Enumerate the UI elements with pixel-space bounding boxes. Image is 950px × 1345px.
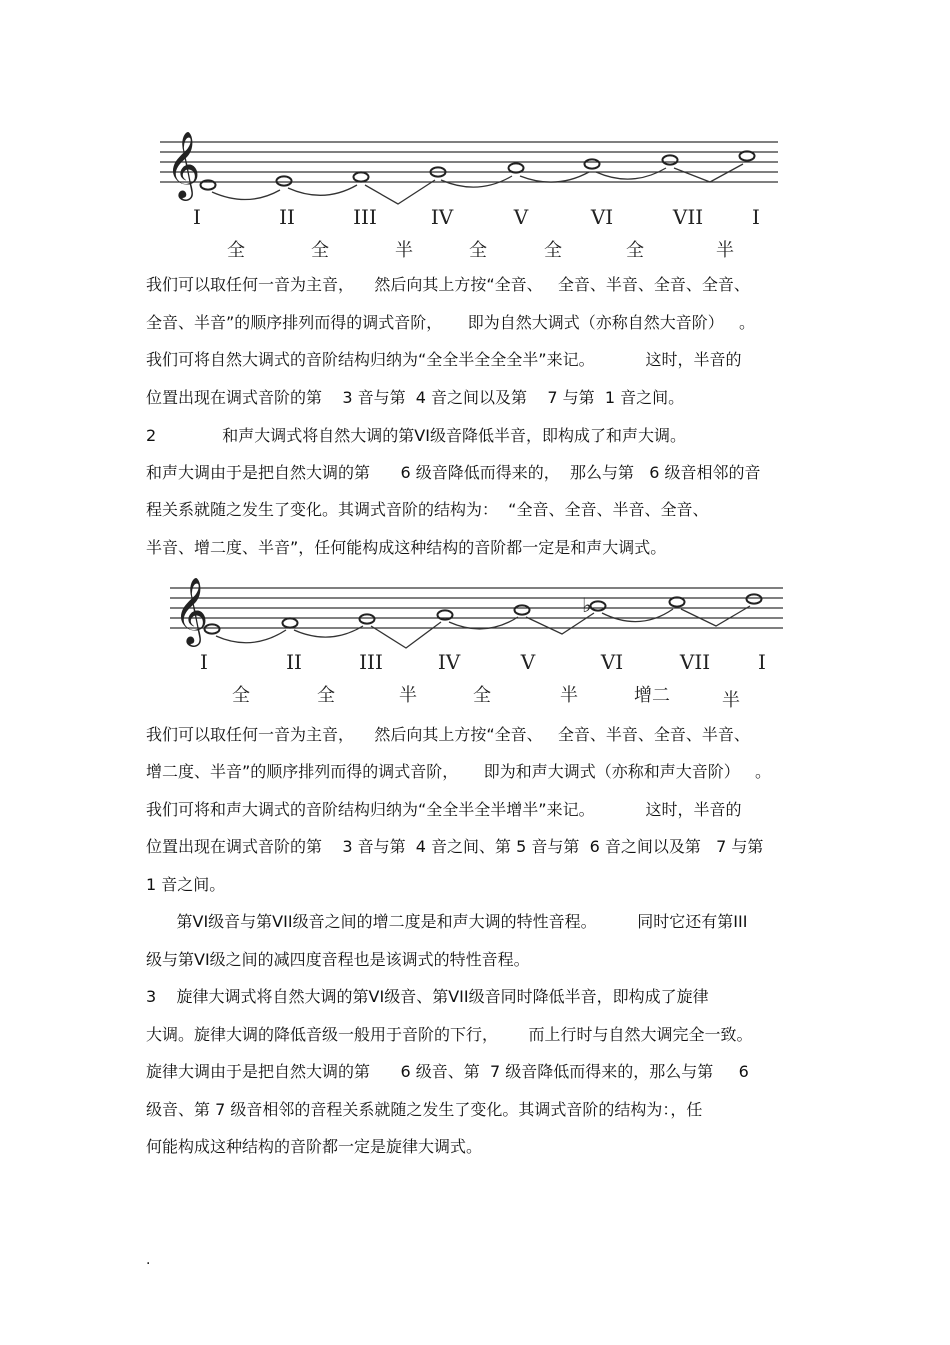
- note: [360, 614, 375, 623]
- interval-label: 半: [395, 240, 413, 261]
- paragraph-line: 全音、半音”的顺序排列而得的调式音阶， 即为自然大调式（亦称自然大音阶） 。: [146, 313, 755, 332]
- interval-label: 增二: [634, 685, 670, 706]
- paragraph-line: 我们可将和声大调式的音阶结构归纳为“全全半全半增半”来记。 这时，半音的: [146, 800, 742, 819]
- paragraph-line: 我们可将自然大调式的音阶结构归纳为“全全半全全全半”来记。 这时，半音的: [146, 350, 742, 369]
- paragraph-line: 位置出现在调式音阶的第 3 音与第 4 音之间、第 5 音与第 6 音之间以及第 7 与第: [146, 837, 764, 856]
- flat-icon: ♭: [582, 593, 592, 617]
- paragraph-line: 位置出现在调式音阶的第 3 音与第 4 音之间以及第 7 与第 1 音之间。: [146, 388, 685, 407]
- degree-label: VII: [679, 650, 711, 674]
- paragraph-line: 旋律大调由于是把自然大调的第 6 级音、第 7 级音降低而得来的，那么与第 6: [146, 1062, 749, 1081]
- interval-label: 全: [311, 240, 329, 261]
- degree-label: VI: [600, 650, 624, 674]
- paragraph-line: 级与第VI级之间的减四度音程也是该调式的特性音程。: [146, 950, 530, 969]
- degree-label: II: [279, 205, 295, 229]
- note: [591, 601, 606, 610]
- section-heading: 3 旋律大调式将自然大调的第VI级音、第VII级音同时降低半音，即构成了旋律: [146, 987, 709, 1006]
- degree-label: I: [758, 650, 766, 674]
- paragraph-line: 我们可以取任何一音为主音， 然后向其上方按“全音、 全音、半音、全音、全音、: [146, 275, 750, 294]
- interval-label: 半: [722, 690, 740, 711]
- interval-label: 全: [626, 240, 644, 261]
- interval-label: 全: [232, 685, 250, 706]
- treble-clef-icon: 𝄞: [174, 576, 209, 644]
- paragraph-line: 第VI级音与第VII级音之间的增二度是和声大调的特性音程。 同时它还有第III: [146, 912, 748, 931]
- degree-label: I: [752, 205, 760, 229]
- paragraph-line: 级音、第 7 级音相邻的音程关系就随之发生了变化。其调式音阶的结构为：，任: [146, 1100, 703, 1119]
- interval-label: 半: [399, 685, 417, 706]
- degree-label: VI: [590, 205, 614, 229]
- treble-clef-icon: 𝄞: [166, 130, 201, 198]
- degree-label: V: [513, 205, 529, 229]
- degree-label: III: [353, 205, 377, 229]
- degree-label: III: [359, 650, 383, 674]
- paragraph-line: 增二度、半音”的顺序排列而得的调式音阶， 即为和声大调式（亦称和声大音阶） 。: [146, 762, 771, 781]
- degree-label: I: [193, 205, 201, 229]
- paragraph-line: 和声大调由于是把自然大调的第 6 级音降低而得来的， 那么与第 6 级音相邻的音: [146, 463, 761, 482]
- degree-label: IV: [430, 205, 454, 229]
- paragraph-line: 何能构成这种结构的音阶都一定是旋律大调式。: [146, 1137, 483, 1156]
- interval-label: 全: [544, 240, 562, 261]
- paragraph-line: 程关系就随之发生了变化。其调式音阶的结构为： “全音、全音、半音、全音、: [146, 500, 709, 519]
- interval-label: 半: [560, 685, 578, 706]
- paragraph-line: 我们可以取任何一音为主音， 然后向其上方按“全音、 全音、半音、全音、半音、: [146, 725, 750, 744]
- interval-label: 全: [473, 685, 491, 706]
- interval-label: 半: [716, 240, 734, 261]
- note: [747, 594, 762, 603]
- note: [283, 618, 298, 627]
- note: [670, 597, 685, 606]
- degree-label: V: [520, 650, 536, 674]
- paragraph-line: 1 音之间。: [146, 875, 226, 894]
- interval-label: 全: [317, 685, 335, 706]
- degree-label: I: [200, 650, 208, 674]
- page-marker: .: [146, 1252, 151, 1268]
- section-heading: 2 和声大调式将自然大调的第VI级音降低半音，即构成了和声大调。: [146, 426, 686, 445]
- degree-label: II: [286, 650, 302, 674]
- interval-label: 全: [227, 240, 245, 261]
- paragraph-line: 大调。旋律大调的降低音级一般用于音阶的下行， 而上行时与自然大调完全一致。: [146, 1025, 753, 1044]
- paragraph-line: 半音、增二度、半音”，任何能构成这种结构的音阶都一定是和声大调式。: [146, 538, 667, 557]
- note: [515, 605, 530, 614]
- degree-label: IV: [437, 650, 461, 674]
- degree-label: VII: [672, 205, 704, 229]
- interval-label: 全: [469, 240, 487, 261]
